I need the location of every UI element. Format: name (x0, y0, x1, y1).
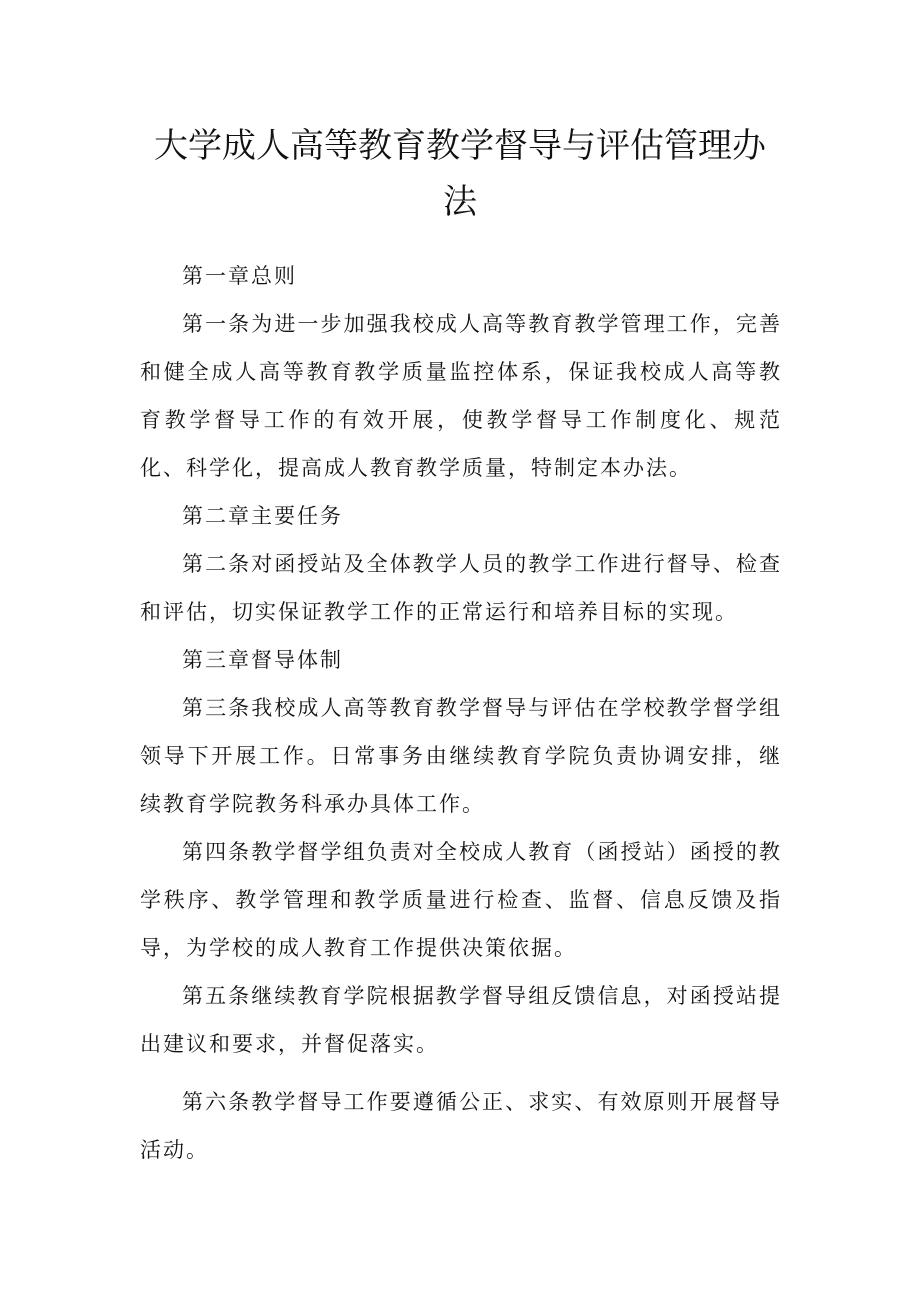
article-5: 第五条继续教育学院根据教学督导组反馈信息，对函授站提出建议和要求，并督促落实。 (140, 984, 782, 1056)
article-6: 第六条教学督导工作要遵循公正、求实、有效原则开展督导活动。 (140, 1090, 782, 1162)
title-line-2: 法 (443, 182, 477, 222)
title-line-1: 大学成人高等教育教学督导与评估管理办 (154, 126, 766, 166)
document-title (140, 118, 780, 230)
article-4: 第四条教学督学组负责对全校成人教育（函授站）函授的教学秩序、教学管理和教学质量进行检查、监督、信息反馈及指导，为学校的成人教育工作提供决策依据。 (140, 840, 782, 960)
article-3: 第三条我校成人高等教育教学督导与评估在学校教学督学组领导下开展工作。日常事务由继续教育学院负责协调安排，继续教育学院教务科承办具体工作。 (140, 696, 782, 816)
chapter-heading-1: 第一章总则 (182, 264, 297, 288)
document-body (140, 252, 782, 1174)
article-2: 第二条对函授站及全体教学人员的教学工作进行督导、检查和评估，切实保证教学工作的正常运行和培养目标的实现。 (140, 552, 782, 624)
chapter-heading-3: 第三章督导体制 (182, 648, 343, 672)
chapter-heading-2: 第二章主要任务 (182, 504, 343, 528)
article-1: 第一条为进一步加强我校成人高等教育教学管理工作，完善和健全成人高等教育教学质量监控体系，保证我校成人高等教育教学督导工作的有效开展，使教学督导工作制度化、规范化、科学化，提高成人教育教学质量，特制定本办法。 (140, 312, 782, 480)
